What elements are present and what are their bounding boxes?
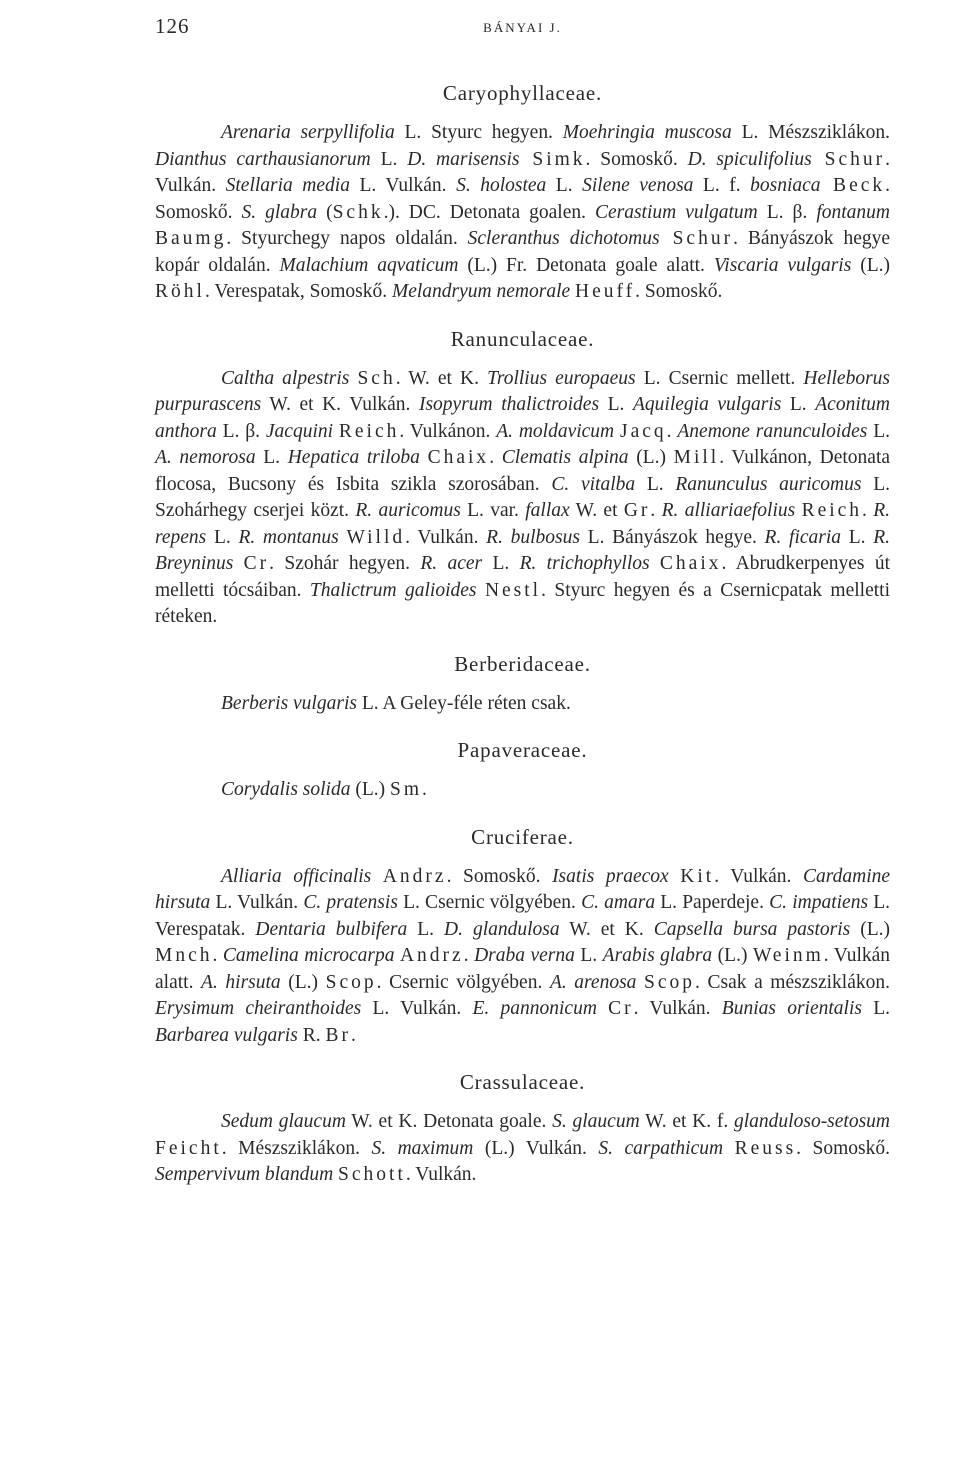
text-run: . (212, 945, 223, 966)
text-run: L. Mészsziklákon. (731, 122, 890, 143)
author-name: Kit (680, 865, 715, 887)
text-run: . Vulkán alatt. (155, 945, 891, 993)
taxon-name: S. holostea (456, 175, 547, 196)
taxon-name: E. pannonicum (472, 998, 597, 1019)
taxon-name: Arabis glabra (602, 945, 713, 966)
taxon-name: C. pratensis (303, 892, 398, 913)
taxon-name: fallax (525, 500, 570, 521)
taxon-name: glanduloso-setosum (734, 1111, 891, 1132)
text-run: L. Csernic völgyében. (397, 892, 582, 913)
author-name: Baumg (155, 228, 227, 249)
author-name: Schk (332, 201, 384, 223)
text-run: L. (599, 394, 633, 415)
text-run: L. Csernic mellett. (635, 367, 804, 389)
text-run: L. Styurc hegyen. (394, 122, 563, 143)
page-header (155, 14, 890, 44)
text-run: . Vulkán. (405, 1164, 477, 1185)
text-run: . Abrudkerpenyes út melletti tócsáiban. (155, 553, 891, 601)
taxon-name: Aquilegia vulgaris (633, 394, 782, 415)
text-run: W. et (569, 500, 624, 521)
taxon-name: C. vitalba (551, 473, 636, 495)
text-run: . (666, 420, 678, 442)
text-run: . Vulkán. (633, 998, 722, 1019)
taxon-name: Thalictrum galioides (309, 579, 477, 601)
text-run: . (650, 500, 662, 521)
species-paragraph (155, 1109, 890, 1189)
species-paragraph (155, 691, 890, 718)
text-run: L. (781, 394, 816, 415)
text-run: . Szohár hegyen. (269, 553, 421, 574)
author-name: Chaix (659, 553, 722, 574)
taxon-name: Capsella bursa pastoris (653, 918, 851, 940)
text-run: . Vulkán. (714, 865, 803, 887)
text-run: . (422, 779, 427, 800)
text-run: L. Vulkán. (361, 998, 473, 1019)
taxon-name: Draba verna (474, 945, 575, 966)
text-run: . Styurc hegyen és a Csernicpatak melletti réteken. (155, 579, 890, 627)
taxon-name: fontanum (816, 201, 890, 223)
text-run: (L.) Vulkán. (473, 1137, 599, 1159)
author-name: Reich (338, 420, 400, 442)
taxon-name: R. acer (420, 553, 483, 574)
taxon-name: Melandryum nemorale (391, 281, 571, 302)
text-run: W. et K. (559, 918, 654, 940)
taxon-name: Trollius europaeus (487, 367, 636, 389)
text-run: . Somoskő. (446, 865, 553, 887)
taxon-name: Jacquini (265, 420, 334, 442)
text-run (650, 553, 660, 574)
taxon-name: Aconitum anthora (155, 394, 890, 442)
author-name: Scop (325, 971, 377, 993)
text-run: L. Verespatak. (155, 892, 891, 940)
author-name: Scop (644, 971, 696, 993)
text-run: W. et K. Detonata goale. (345, 1111, 553, 1132)
taxon-name: Isopyrum thalictroides (418, 394, 600, 415)
text-run: . Somoskő. (635, 281, 723, 302)
author-name: Schott (338, 1164, 406, 1185)
taxon-name: R. ficaria (764, 526, 842, 548)
taxon-name: Stellaria media (225, 175, 350, 196)
text-run: W. et K. Vulkán. (261, 394, 419, 415)
taxon-name: Helleborus purpurascens (155, 367, 891, 415)
taxon-name: R. montanus (238, 526, 339, 548)
taxon-name: Cardamine hirsuta (155, 865, 891, 913)
taxon-name: D. marisensis (407, 148, 520, 170)
text-run (669, 866, 681, 887)
text-run (233, 553, 243, 574)
taxon-name: Hepatica triloba (287, 447, 420, 468)
text-run: . (489, 447, 502, 468)
text-run: ( (317, 201, 333, 223)
text-run: L. (867, 420, 890, 442)
author-name: Nestl (484, 579, 542, 601)
taxon-name: A. moldavicum (496, 420, 615, 442)
taxon-name: Erysimum cheiranthoides (155, 998, 362, 1019)
author-name: Schur (811, 148, 886, 170)
author-name: Cr (243, 553, 270, 574)
text-run: (L.) (628, 447, 674, 468)
text-run: L. Vulkán. (210, 892, 304, 913)
author-name: Br (325, 1024, 351, 1046)
taxon-name: R. bulbosus (486, 526, 580, 548)
author-name: Andrz (399, 945, 464, 966)
text-run (371, 866, 383, 887)
text-run: L. (546, 175, 583, 196)
text-run: (L.) (851, 254, 890, 276)
text-run: L. (861, 998, 890, 1019)
author-name: Weinm (752, 945, 824, 966)
author-name: Sm (390, 779, 423, 800)
author-name: Cr (608, 998, 634, 1019)
taxon-name: R. Breyninus (155, 526, 891, 574)
text-run: (L.) (850, 918, 890, 940)
author-name: Beck (820, 175, 886, 196)
text-run: L. (407, 918, 445, 940)
text-run (420, 447, 428, 468)
text-run: . Mészsziklákon. (221, 1137, 372, 1159)
taxon-name: A. nemorosa (155, 447, 256, 468)
text-run: L. Bányászok hegye. (579, 526, 765, 548)
text-run (723, 1138, 735, 1159)
taxon-name: S. glabra (241, 201, 318, 223)
text-run: L. (574, 945, 603, 966)
text-run: .). DC. Detonata goalen. (383, 201, 595, 223)
taxon-name: Dianthus carthausianorum (155, 148, 371, 170)
article-body (155, 80, 890, 1209)
author-name: Jacq (620, 420, 667, 442)
text-run: (L.) (712, 945, 753, 966)
text-run: . Vulkán. (155, 148, 890, 196)
author-name: Sch (357, 367, 396, 389)
species-paragraph (155, 864, 890, 1050)
family-heading: Crassulaceae. (459, 1070, 586, 1094)
taxon-name: A. arenosa (549, 971, 637, 993)
taxon-name: Ranunculus auricomus (675, 473, 862, 495)
text-run (597, 998, 608, 1019)
text-run: L. β. (216, 420, 266, 442)
taxon-name: S. glaucum (552, 1111, 640, 1132)
text-run: W. et K. f. (639, 1111, 735, 1132)
text-run: R. (297, 1024, 326, 1046)
family-heading: Cruciferae. (471, 824, 574, 849)
taxon-name: Cerastium vulgatum (594, 201, 758, 223)
author-name: Heuff (575, 281, 636, 302)
text-run: L. Szohárhegy cserjei közt. (155, 473, 890, 521)
text-run: L. var. (460, 500, 526, 521)
text-run: (L.) Fr. Detonata goale alatt. (458, 254, 714, 276)
taxon-name: Alliaria officinalis (221, 865, 372, 887)
taxon-name: Caltha alpestris (221, 367, 350, 389)
taxon-name: D. glandulosa (444, 918, 560, 940)
taxon-name: bosniaca (750, 175, 821, 196)
taxon-name: D. spiculifolius (687, 148, 812, 170)
text-run: . W. et K. (395, 367, 488, 389)
text-run: . Somoskő. (796, 1137, 891, 1159)
taxon-name: Viscaria vulgaris (713, 254, 852, 276)
taxon-name: S. maximum (371, 1137, 474, 1159)
author-name: Chaix (427, 447, 490, 468)
text-run: . Somoskő. (585, 148, 688, 170)
text-run (477, 580, 485, 601)
species-paragraph (155, 366, 890, 631)
species-paragraph (155, 120, 890, 306)
author-name: Röhl (155, 281, 205, 302)
text-run: . Vulkán. (405, 526, 487, 548)
family-heading: Ranunculaceae. (450, 326, 595, 351)
text-run: . Verespatak, Somoskő. (204, 281, 392, 302)
taxon-name: Berberis vulgaris (221, 692, 357, 714)
taxon-name: R. alliariaefolius (661, 500, 796, 521)
text-run: L. (635, 473, 676, 495)
text-run: (L.) (350, 779, 391, 800)
taxon-name: Silene venosa (582, 175, 694, 196)
text-run: . Vulkánon. (399, 420, 497, 442)
taxon-name: S. carpathicum (598, 1137, 724, 1159)
author-name: Mill (673, 447, 720, 468)
text-run: . (350, 1024, 356, 1046)
text-run: L. A Geley-féle réten csak. (356, 692, 571, 714)
text-run: . (862, 500, 874, 521)
taxon-name: Bunias orientalis (721, 998, 862, 1019)
taxon-name: C. impatiens (769, 892, 869, 913)
author-name: Gr (623, 500, 651, 521)
author-name: Andrz (382, 865, 447, 887)
text-run: L. Vulkán. (349, 175, 457, 196)
text-run: . Csak a mészsziklákon. (695, 971, 890, 993)
text-run: L. Paperdeje. (655, 892, 770, 913)
taxon-name: Moehringia muscosa (562, 122, 732, 143)
taxon-name: Scleranthus dichotomus (467, 228, 660, 249)
author-name: Reuss (734, 1137, 797, 1159)
author-name: Simk (519, 148, 586, 170)
text-run: . Vulkánon, Detonata flocosa, Bucsony és Isbita szikla szorosában. (155, 447, 891, 495)
text-run: L. (370, 148, 408, 170)
text-run: . Csernic völgyében. (376, 971, 550, 993)
text-run: L. (255, 447, 288, 468)
taxon-name: Clematis alpina (501, 447, 629, 468)
taxon-name: Barbarea vulgaris (155, 1024, 298, 1046)
taxon-name: R. auricomus (355, 500, 461, 521)
family-heading: Caryophyllaceae. (442, 81, 603, 105)
text-run: L. f. (693, 175, 751, 196)
family-heading: Berberidaceae. (454, 651, 591, 676)
author-name: Willd (346, 526, 406, 548)
text-run (636, 972, 644, 993)
author-name: Mnch (155, 945, 213, 966)
taxon-name: Camelina microcarpa (222, 945, 395, 966)
taxon-name: Dentaria bulbifera (255, 918, 408, 940)
text-run: L. (206, 526, 239, 548)
author-name: Schur (659, 228, 734, 249)
taxon-name: R. repens (155, 500, 891, 548)
author-name: Feicht (155, 1137, 222, 1159)
running-head: BÁNYAI J. (483, 20, 562, 35)
taxon-name: Anemone ranunculoides (677, 420, 868, 442)
taxon-name: Sedum glaucum (221, 1111, 346, 1132)
text-run: L. β. (757, 201, 817, 223)
text-run: . Somoskő. (155, 175, 891, 223)
taxon-name: A. hirsuta (201, 971, 281, 993)
page-number: 126 (155, 14, 190, 38)
taxon-name: R. trichophyllos (519, 553, 650, 574)
taxon-name: Sempervivum blandum (155, 1164, 334, 1185)
text-run: . Styurchegy napos oldalán. (226, 228, 468, 249)
taxon-name: Malachium aqvaticum (279, 254, 459, 276)
taxon-name: C. amara (581, 892, 656, 913)
author-name: Reich (801, 500, 863, 521)
text-run: . (463, 945, 475, 966)
text-run: (L.) (280, 971, 326, 993)
text-run: . Bányászok hegye kopár oldalán. (155, 228, 890, 276)
family-heading: Papaveraceae. (457, 738, 588, 762)
taxon-name: Arenaria serpyllifolia (221, 122, 395, 143)
text-run: L. (841, 526, 874, 548)
taxon-name: Corydalis solida (221, 779, 351, 800)
taxon-name: Isatis praecox (552, 865, 669, 887)
text-run: L. (482, 553, 520, 574)
species-paragraph (155, 777, 890, 804)
